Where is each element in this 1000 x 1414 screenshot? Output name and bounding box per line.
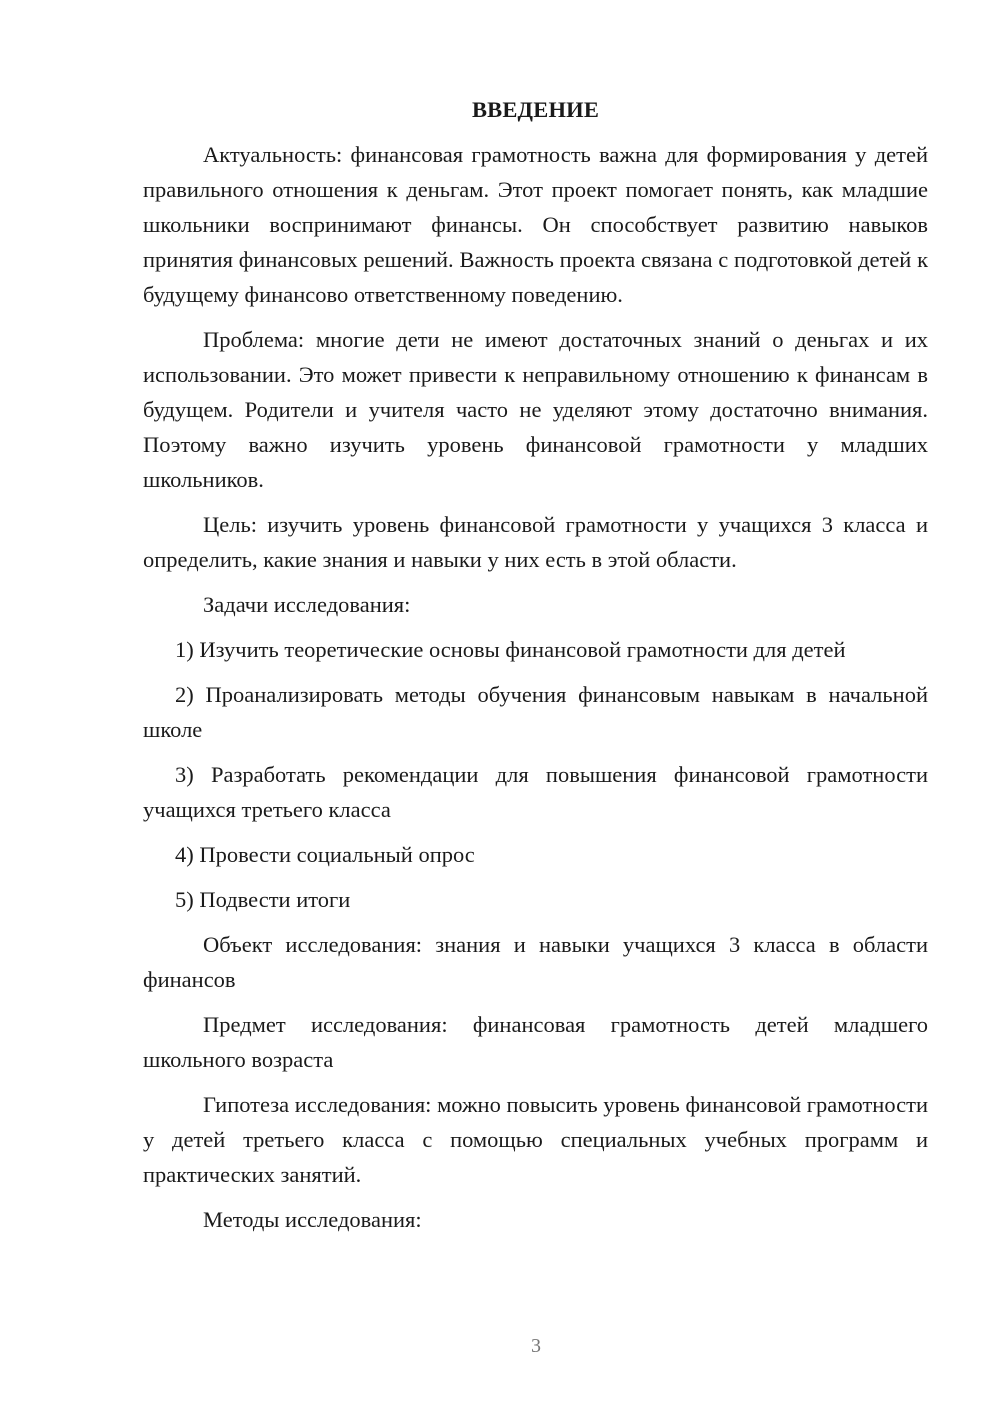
task-item-1: 1) Изучить теоретические основы финансовой грамотности для детей (175, 637, 846, 662)
object-paragraph: Объект исследования: знания и навыки учащихся 3 класса в области финансов (143, 932, 928, 992)
task-item-4: 4) Провести социальный опрос (175, 842, 475, 867)
relevance-paragraph: Актуальность: финансовая грамотность важна для формирования у детей правильного отношения к деньгам. Этот проект помогает понять, как младшие школьники воспринимают финансы. Он способствует развитию навыков принятия финансовых решений. Важность проекта связана с подготовкой детей к будущему финансово ответственному поведению. (143, 142, 928, 307)
problem-paragraph: Проблема: многие дети не имеют достаточных знаний о деньгах и их использовании. Это может привести к неправильному отношению к финансам в будущем. Родители и учителя часто не уделяют этому достаточно внимания. Поэтому важно изучить уровень финансовой грамотности у младших школьников. (143, 327, 928, 492)
page-content (143, 92, 928, 1237)
methods-heading: Методы исследования: (203, 1207, 422, 1232)
task-item-5: 5) Подвести итоги (175, 887, 351, 912)
task-item-3: 3) Разработать рекомендации для повышения финансовой грамотности учащихся третьего класса (143, 762, 928, 822)
task-item-2: 2) Проанализировать методы обучения финансовым навыкам в начальной школе (143, 682, 928, 742)
section-heading: ВВЕДЕНИЕ (471, 97, 600, 122)
subject-paragraph: Предмет исследования: финансовая грамотность детей младшего школьного возраста (143, 1012, 928, 1072)
goal-paragraph: Цель: изучить уровень финансовой грамотности у учащихся 3 класса и определить, какие знания и навыки у них есть в этой области. (143, 512, 928, 572)
page-number: 3 (531, 1335, 541, 1357)
tasks-heading: Задачи исследования: (203, 592, 411, 617)
hypothesis-paragraph: Гипотеза исследования: можно повысить уровень финансовой грамотности у детей третьего класса с помощью специальных учебных программ и практических занятий. (143, 1092, 928, 1187)
